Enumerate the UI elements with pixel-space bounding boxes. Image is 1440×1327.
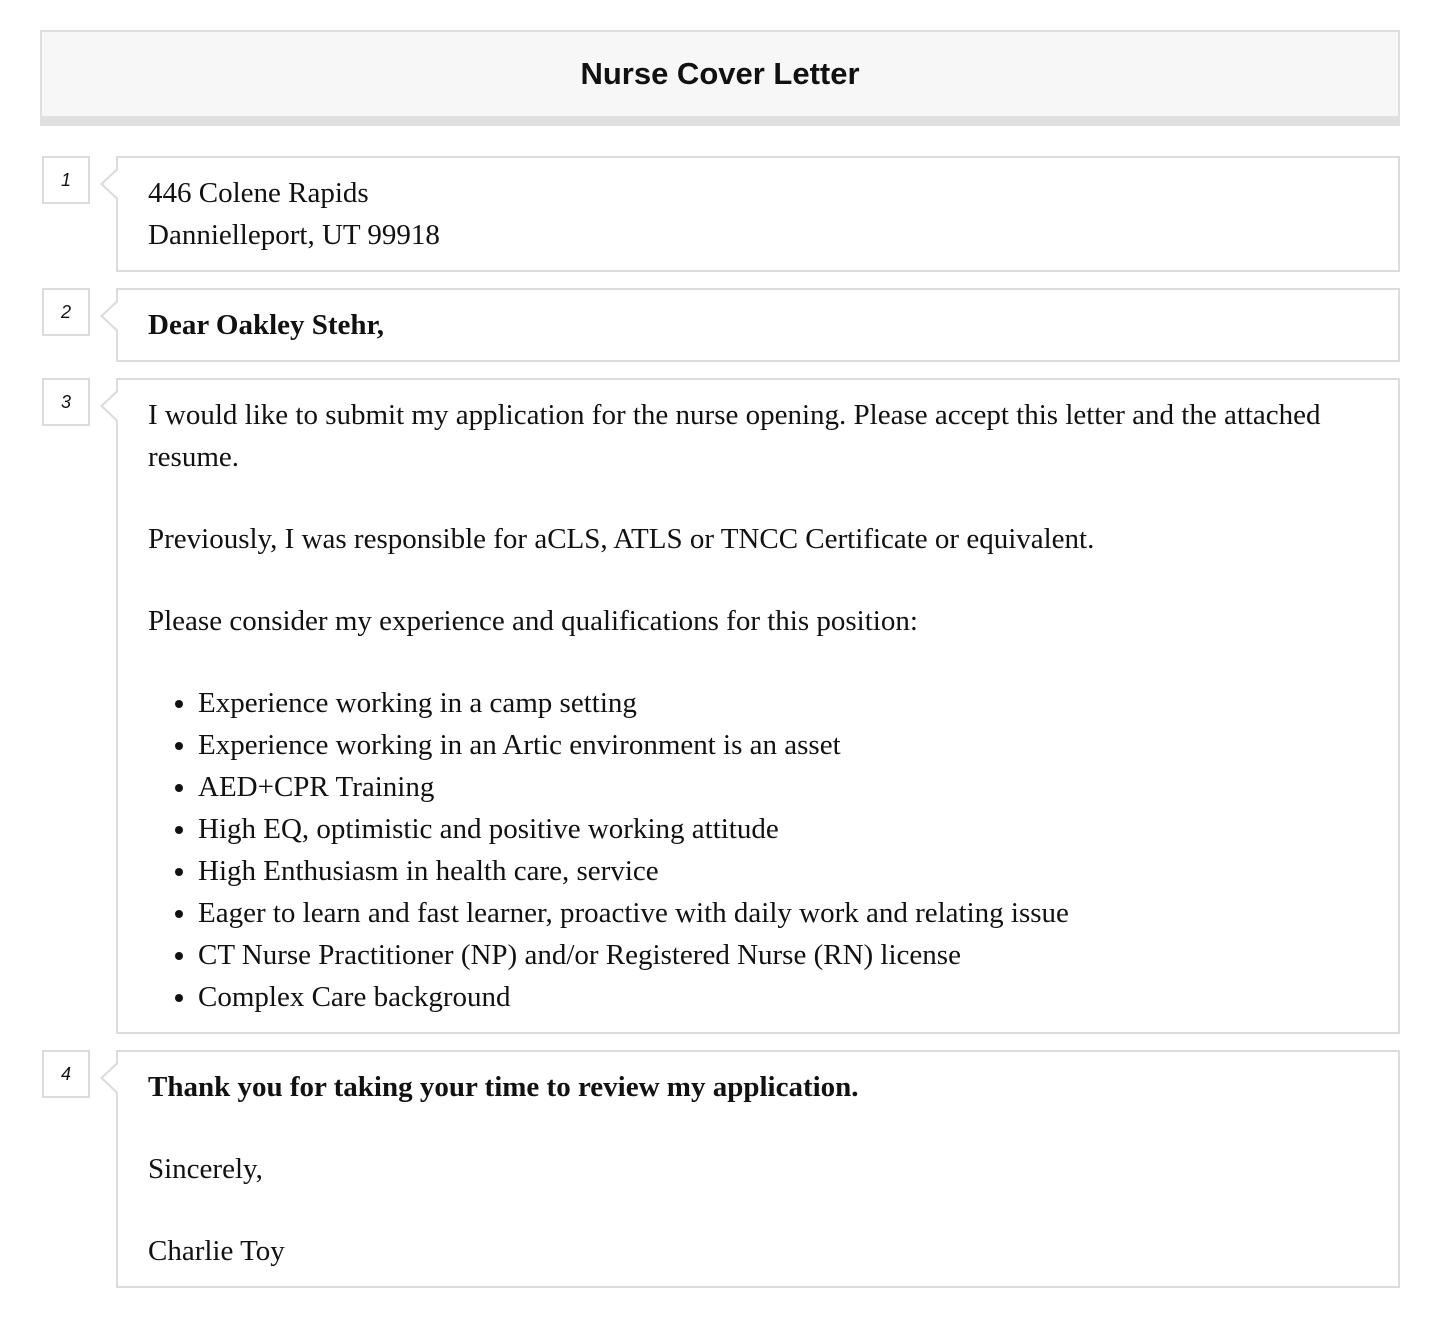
qualifications-list: [148, 682, 1368, 1018]
section-card: [116, 156, 1400, 272]
consider-paragraph: Please consider my experience and qualifications for this position:: [148, 605, 918, 637]
intro-paragraph: I would like to submit my application for the nurse opening. Please accept this letter and the attached resume.: [148, 399, 1321, 473]
address-line-2: Dannielleport, UT 99918: [148, 219, 440, 251]
section-number: 3: [42, 378, 90, 426]
address-line-1: 446 Colene Rapids: [148, 177, 369, 209]
list-item: • Experience working in an Artic environment is an asset: [198, 724, 1368, 766]
list-item: • AED+CPR Training: [198, 766, 1368, 808]
thanks-paragraph: Thank you for taking your time to review my application.: [148, 1071, 859, 1103]
list-item: • Experience working in a camp setting: [198, 682, 1368, 724]
list-item: • Complex Care background: [198, 976, 1368, 1018]
page-header: [40, 30, 1400, 126]
section-card: [116, 378, 1400, 1034]
list-item: • High Enthusiasm in health care, service: [198, 850, 1368, 892]
list-item: • High EQ, optimistic and positive working attitude: [198, 808, 1368, 850]
section-card: [116, 1050, 1400, 1288]
salutation: Dear Oakley Stehr,: [148, 309, 385, 341]
closing-line: Sincerely,: [148, 1153, 263, 1185]
section-number: 2: [42, 288, 90, 336]
signature: Charlie Toy: [148, 1235, 285, 1267]
list-item: • Eager to learn and fast learner, proactive with daily work and relating issue: [198, 892, 1368, 934]
previous-paragraph: Previously, I was responsible for aCLS, ATLS or TNCC Certificate or equivalent.: [148, 523, 1095, 555]
list-item: • CT Nurse Practitioner (NP) and/or Registered Nurse (RN) license: [198, 934, 1368, 976]
section-number: 4: [42, 1050, 90, 1098]
page-title: Nurse Cover Letter: [580, 56, 860, 91]
section-number: 1: [42, 156, 90, 204]
section-card: [116, 288, 1400, 362]
